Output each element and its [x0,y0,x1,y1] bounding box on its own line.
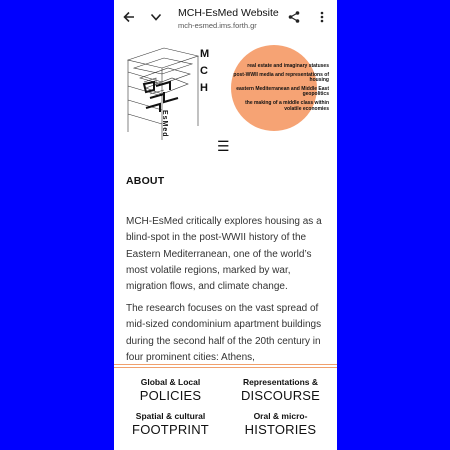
chevron-down-icon[interactable] [147,8,165,26]
site-banner[interactable] [114,38,337,154]
logo-letter-c: C [200,65,208,77]
share-icon[interactable] [285,8,303,26]
nav-discourse-subtitle: Representations & [242,377,319,387]
about-paragraph-2: The research focuses on the vast spread of mid-sized condominium apartment buildings during the second half of the 20th century in four prominent cities: Athens, [126,303,322,363]
nav-discourse[interactable] [228,377,333,403]
bottom-nav [114,369,337,450]
topic-item: eastern Mediterranean and Middle East geopolitics [236,85,329,98]
topic-item: post-WWII media and representations of housing [233,71,329,84]
about-heading: ABOUT [126,175,165,187]
nav-policies-subtitle: Global & Local [140,377,201,387]
divider-line [114,367,337,368]
browser-toolbar [114,0,337,36]
nav-histories-label: HISTORIES [244,422,317,437]
phone-viewport [114,0,337,450]
nav-histories-subtitle: Oral & micro- [253,411,308,421]
more-vert-icon[interactable] [313,8,331,26]
page-url[interactable]: mch-esmed.ims.forth.gr [178,21,257,30]
nav-policies[interactable] [118,377,223,403]
logo-letter-h: H [200,82,208,94]
nav-footprint[interactable] [118,411,223,437]
logo-letter-m: M [200,48,210,60]
topic-item: real estate and imaginary statuses [247,63,329,69]
divider-line [114,364,337,365]
about-paragraph-1: MCH-EsMed critically explores housing as a blind-spot in the post-WWII history of the Eastern Mediterranean, one of the world’s most volatile regions, marked by war, migration flows, and climate change. [126,216,322,293]
topics-list [229,64,329,115]
nav-footprint-subtitle: Spatial & cultural [135,411,206,421]
nav-discourse-label: DISCOURSE [240,388,321,403]
menu-icon[interactable]: ☰ [217,138,230,154]
back-icon[interactable] [120,8,138,26]
nav-footprint-label: FOOTPRINT [132,422,209,437]
nav-policies-label: POLICIES [139,388,202,403]
page-title: MCH-EsMed Website [178,7,279,19]
logo-esmed: EsMed [161,110,168,138]
nav-histories[interactable] [228,411,333,437]
topic-item: the making of a middle class within volatile economies [245,99,329,112]
